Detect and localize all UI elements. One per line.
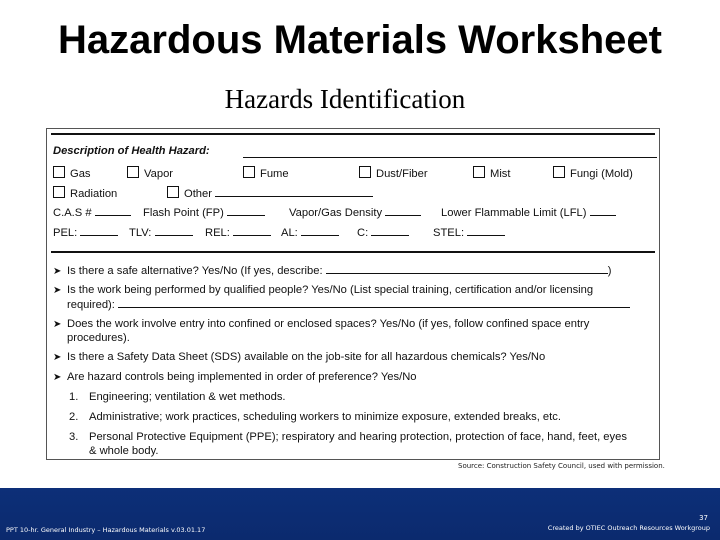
worksheet-form-image	[46, 128, 660, 460]
pel-field: PEL:	[53, 226, 118, 239]
source-credit: Source: Construction Safety Council, used with permission.	[458, 462, 665, 470]
tlv-field: TLV:	[129, 226, 193, 239]
checkbox-gas: Gas	[53, 166, 91, 180]
footer-bar	[0, 488, 720, 540]
heading-rule	[243, 157, 657, 158]
section-rule	[51, 251, 655, 253]
cas-field: C.A.S #	[53, 206, 131, 219]
top-rule	[51, 133, 655, 135]
checkbox-radiation: Radiation	[53, 186, 117, 200]
slide-title: Hazardous Materials Worksheet	[58, 18, 662, 62]
flash-point-field: Flash Point (FP)	[143, 206, 265, 219]
checkbox-mist: Mist	[473, 166, 511, 180]
checkbox-dust-fiber: Dust/Fiber	[359, 166, 428, 180]
control-administrative: 2. Administrative; work practices, scheduling workers to minimize exposure, extended breaks, etc.	[69, 411, 561, 423]
rel-field: REL:	[205, 226, 271, 239]
health-hazard-heading: Description of Health Hazard:	[53, 145, 210, 157]
al-field: AL:	[281, 226, 339, 239]
checkbox-fume: Fume	[243, 166, 289, 180]
question-confined-spaces-cont: procedures).	[67, 332, 130, 344]
question-qualified-people: ➤ Is the work being performed by qualified people? Yes/No (List special training, certification and/or licensing	[53, 284, 594, 296]
question-qualified-people-cont: required):	[67, 298, 630, 311]
slide-subtitle: Hazards Identification	[224, 84, 466, 114]
checkbox-other: Other	[167, 186, 373, 200]
control-ppe-cont: & whole body.	[89, 445, 159, 457]
question-sds: ➤ Is there a Safety Data Sheet (SDS) available on the job-site for all hazardous chemicals? Yes/No	[53, 351, 546, 363]
stel-field: STEL:	[433, 226, 505, 239]
slide-number: 37	[699, 514, 708, 522]
question-safe-alternative: ➤ Is there a safe alternative? Yes/No (If yes, describe: )	[53, 265, 612, 277]
checkbox-vapor: Vapor	[127, 166, 173, 180]
control-engineering: 1. Engineering; ventilation & wet methods.	[69, 391, 286, 403]
footer-credit: Created by OTIEC Outreach Resources Workgroup	[547, 524, 710, 532]
question-hazard-controls: ➤ Are hazard controls being implemented in order of preference? Yes/No	[53, 371, 417, 383]
c-field: C:	[357, 226, 409, 239]
lfl-field: Lower Flammable Limit (LFL)	[441, 206, 616, 219]
control-ppe: 3. Personal Protective Equipment (PPE); respiratory and hearing protection, protection of face, hand, feet, eyes	[69, 431, 627, 443]
footer-course-label: PPT 10-hr. General Industry – Hazardous Materials v.03.01.17	[6, 526, 206, 534]
question-confined-spaces: ➤ Does the work involve entry into confined or enclosed spaces? Yes/No (if yes, follow confined space entry	[53, 318, 590, 330]
checkbox-fungi: Fungi (Mold)	[553, 166, 633, 180]
vapor-density-field: Vapor/Gas Density	[289, 206, 421, 219]
